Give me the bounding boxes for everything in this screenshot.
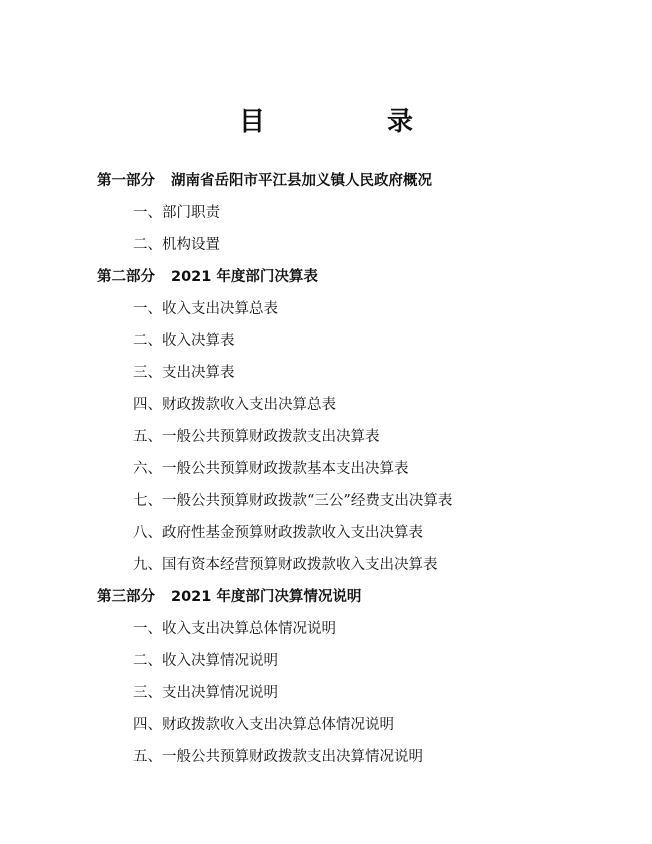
toc-part-2-label: 第二部分 [97,269,155,285]
toc-part-2[interactable] [97,268,318,286]
toc-item[interactable]: 二、收入决算表 [133,333,235,349]
toc-part-2-text: 2021 年度部门决算表 [171,269,318,285]
toc-part-1-text: 湖南省岳阳市平江县加义镇人民政府概况 [171,173,432,189]
toc-item[interactable]: 五、一般公共预算财政拨款支出决算表 [133,429,380,445]
toc-item[interactable]: 一、部门职责 [133,205,220,221]
toc-part-3[interactable] [97,588,361,606]
toc-item[interactable]: 一、收入支出决算总体情况说明 [133,621,336,637]
toc-part-3-label: 第三部分 [97,589,155,605]
toc-item[interactable]: 三、支出决算情况说明 [133,685,278,701]
toc-item[interactable]: 二、机构设置 [133,237,220,253]
toc-part-1-label: 第一部分 [97,173,155,189]
toc-part-3-text: 2021 年度部门决算情况说明 [171,589,362,605]
toc-item[interactable]: 三、支出决算表 [133,365,235,381]
toc-item[interactable]: 五、一般公共预算财政拨款支出决算情况说明 [133,749,423,765]
toc-item[interactable]: 六、一般公共预算财政拨款基本支出决算表 [133,461,409,477]
toc-item[interactable]: 二、收入决算情况说明 [133,653,278,669]
toc-item[interactable]: 四、财政拨款收入支出决算总体情况说明 [133,717,394,733]
toc-item[interactable]: 四、财政拨款收入支出决算总表 [133,397,336,413]
toc-part-1[interactable] [97,172,432,190]
toc-item[interactable]: 九、国有资本经营预算财政拨款收入支出决算表 [133,557,438,573]
toc-item[interactable]: 七、一般公共预算财政拨款“三公”经费支出决算表 [133,493,453,509]
toc-title: 目 录 [238,107,461,137]
toc-item[interactable]: 八、政府性基金预算财政拨款收入支出决算表 [133,525,423,541]
toc-item[interactable]: 一、收入支出决算总表 [133,301,278,317]
